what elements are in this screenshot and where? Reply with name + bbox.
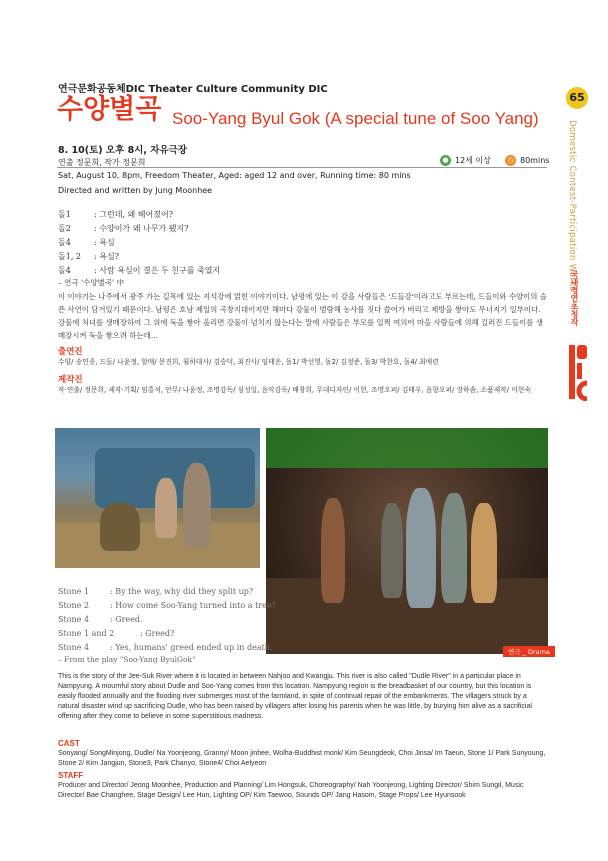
person-icon: ● bbox=[440, 155, 451, 166]
dialogue-line: 돌2 : 수양이가 왜 나무가 됐지? bbox=[58, 224, 189, 233]
caption-line: Stone 1 and 2 : Greed? bbox=[58, 629, 175, 638]
time-badge bbox=[505, 155, 549, 166]
time-badge-label: 80mins bbox=[520, 156, 550, 165]
date-venue-korean: 8. 10(토) 오후 8시, 자유극장 bbox=[58, 145, 187, 156]
dialogue-source: – 연극 '수양별곡' 中 bbox=[58, 278, 124, 287]
directed-english: Directed and written by Jung Moonhee bbox=[58, 186, 213, 195]
photo-tag: 연극 _ Drama bbox=[503, 646, 555, 657]
stage-photo-1 bbox=[55, 428, 260, 568]
staff-english: Producer and Director/ Jeong Moonhee, Production and Planning/ Lim Hongsuk, Choreography/ Nah Yoonjeong, Lighting Director/ Shim Sungil, Music Director/ Bae Changhee, Stage Design/ Lee Hun, Lighting OP/ Kim Taewoo, Sounds OP/ Jang Hasom, Stage Props/ Lee Hyunsook bbox=[58, 782, 524, 799]
dialogue-line: 돌1 : 그런데, 왜 헤어졌어? bbox=[58, 210, 173, 219]
staff-korean: 작·연출/ 정문희, 제작·기획/ 임홍석, 안무/ 나윤정, 조명감독/ 심성일, 음악감독/ 배창희, 무대디자인/ 이헌, 조명오퍼/ 김태우, 음향오퍼/ 장하솜, 소품제작/ 이현숙 bbox=[58, 386, 531, 394]
caption-line: Stone 4 : Greed. bbox=[58, 615, 143, 624]
director-korean: 연출 정문희, 작가 정문희 bbox=[58, 158, 146, 167]
divider bbox=[57, 167, 547, 168]
dic-logo bbox=[565, 343, 591, 401]
dialogue-line: 돌4 : 사람 욕심이 결은 두 친구를 죽였지 bbox=[58, 266, 221, 275]
synopsis-english: This is the story of the Jee-Suk River where it is located in between Nahjoo and Kwangju. This river is also called "Dudle River" in a particular place in Nampyung. A mournful story about Dudle and Soo-Yang comes from this location. Nampyung region is the breadbasket of our country, but this location is easily flooded annually and the flooding river submerges most of the farmland, in spite of continual repair of the embankments. The villagers struck by a natural disaster wind up sacrificing Dudle, who has been raised by villagers after losing his parents when he was little, by burying him alive as a sacrificial offering after they come to believe in some superstitious madness. bbox=[58, 673, 532, 720]
stage-photo-2 bbox=[266, 428, 548, 654]
cast-korean: 수양/ 송민종, 드들/ 나윤정, 할매/ 문진희, 월하대사/ 김승덕, 최진사/ 임태운, 돌1/ 박선영, 돌2/ 김정준, 돌3/ 박찬요, 돌4/ 최애련 bbox=[58, 358, 439, 366]
date-venue-english: Sat, August 10, 8pm, Freedom Theater, Aged: aged 12 and over, Running time: 80 mins bbox=[58, 171, 411, 180]
cast-english: Sooyang/ SongMinjong, Dudle/ Na Yoonjeong, Granny/ Moon jinhee, Wolha-Buddhist monk/ Kim Seungdeok, Choi Jinsa/ Im Taeun, Stone 1/ Park Sunyoung, Stone 2/ Kim Jangjun, Stone3, Park Chanyo, Stone4/ Choi Aelyeon bbox=[58, 750, 546, 767]
caption-line: Stone 2 : How come Soo-Yang turned into a tree? bbox=[58, 601, 276, 610]
age-badge bbox=[440, 155, 491, 166]
side-label-english: Domestic Contest-Participation Works bbox=[567, 120, 577, 292]
page-number: 65 bbox=[566, 87, 588, 109]
caption-source: – From the play "Soo-Yang ByulGok" bbox=[58, 655, 196, 664]
title-korean: 수양별곡 bbox=[57, 94, 162, 125]
dialogue-line: 돌4 : 욕심 bbox=[58, 238, 115, 247]
staff-heading-korean: 제작진 bbox=[58, 375, 83, 385]
synopsis-korean: 이 이야기는 나주에서 광주 가는 길목에 있는 지석강에 얽힌 이야기이다. 남평에 있는 이 강을 사람들은 '드들강'이라고도 부르는데, 드들이와 수양이의 슬픈 사연이 담겨있기 때문이다. 남평은 호남 제일의 곡창지대이지만 해마다 강물이 범람해 농사를 짓다 쓸어가 버리고 제방을 쌓아도 무너지기 일부이다. 강물에 처녀를 생매장하여 그 위에 둑을 쌓아 올리면 강물이 넘치지 않는다는 말에 사람들은 부모를 일찍 여의어 마을 사람들에 의해 길러진 드들이를 생매장시켜 둑을 쌓으려 하는데… bbox=[58, 292, 547, 340]
side-label-korean: 국내경연초청작 bbox=[570, 270, 579, 326]
title-english: Soo-Yang Byul Gok (A special tune of Soo Yang) bbox=[172, 109, 539, 128]
staff-heading-english: STAFF bbox=[58, 771, 84, 780]
caption-line: Stone 1 : By the way, why did they split up? bbox=[58, 587, 254, 596]
dialogue-line: 돌1, 2 : 욕심? bbox=[58, 252, 119, 261]
organization-name: 연극문화공동체DIC Theater Culture Community DIC bbox=[58, 84, 328, 95]
clock-icon: ◷ bbox=[505, 155, 516, 166]
age-badge-label: 12세 이상 bbox=[455, 156, 491, 165]
caption-line: Stone 4 : Yes, humans' greed ended up in death. bbox=[58, 643, 273, 652]
cast-heading-korean: 출연진 bbox=[58, 347, 83, 357]
cast-heading-english: CAST bbox=[58, 739, 80, 748]
